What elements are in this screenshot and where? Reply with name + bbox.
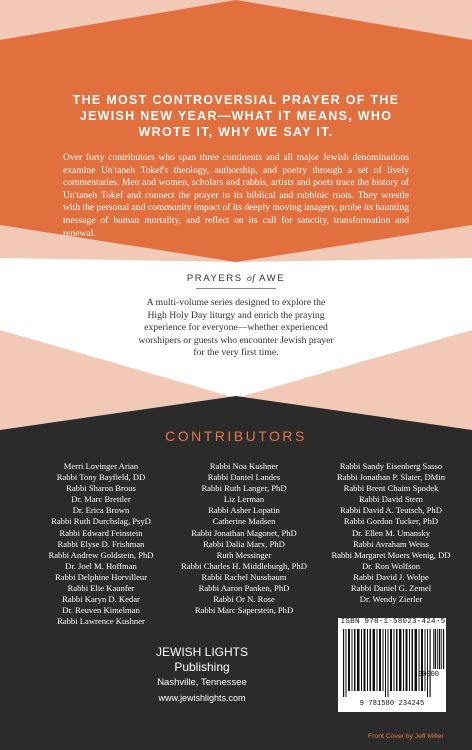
contributor: Dr. Marc Brettler xyxy=(71,494,131,505)
contributor: Rabbi Or N. Rose xyxy=(213,594,275,605)
contributor: Rabbi Asher Lopatin xyxy=(208,505,280,516)
headline: THE MOST CONTROVERSIAL PRAYER OF THE JEWISH NEW YEAR—WHAT IT MEANS, WHO WROTE IT, WHY WE SAY IT. xyxy=(72,93,400,139)
contributor: Rabbi Daniel Landes xyxy=(207,472,281,483)
contributor: Dr. Erica Brown xyxy=(72,505,130,516)
publisher-name xyxy=(134,645,270,675)
contributor: Rabbi Jonathan P. Slater, DMin xyxy=(336,472,446,483)
contributors-column-3 xyxy=(316,461,466,605)
contributor: Rabbi Ruth Durchslag, PsyD xyxy=(51,516,151,527)
divider xyxy=(196,288,276,289)
cover-credit: Front Cover by Jeff Miller xyxy=(368,733,444,740)
contributor: Ruth Messinger xyxy=(216,549,272,560)
contributor: Rabbi Lawrence Kushner xyxy=(57,616,145,627)
intro-paragraph: Over forty contributors who span three continents and all major Jewish denominations examine Un'taneh Tokef's theology, authorship, and poetry through a set of lively commentaries. Men and women, scholars and rabbis, artists and poets trace the history of Un'taneh Tokef and connect the prayer to its biblical and rabbinic roots. They wrestle with the personal and community impact of its deeply moving imagery, probe its haunting message of human mortality, and reflect on its call for sanctity, transformation and renewal. xyxy=(63,152,409,239)
contributors-column-1 xyxy=(26,461,176,627)
series-title-prefix: PRAYERS xyxy=(186,273,243,284)
isbn-text: ISBN 978-1-58023-424-5 xyxy=(340,618,446,626)
barcode-icon xyxy=(341,629,445,699)
series-title-suffix: AWE xyxy=(259,273,286,284)
contributor: Rabbi Delphine Horvilleur xyxy=(54,571,148,582)
contributors-column-2 xyxy=(168,461,320,616)
contributor: Merri Lovinger Arian xyxy=(63,461,139,471)
publisher-block xyxy=(134,645,270,706)
contributor: Rabbi Dalia Marx, PhD xyxy=(203,538,285,549)
contributor: Rabbi David J. Wolpe xyxy=(353,571,429,582)
barcode-number: 9 781580 234245 xyxy=(359,700,425,708)
publisher-name-rest: Publishing xyxy=(174,660,230,674)
contributor: Dr. Reuven Kimelman xyxy=(62,605,140,616)
contributor: Rabbi Sandy Eisenberg Sasso xyxy=(339,461,443,471)
contributor: Rabbi Jonathan Magonet, PhD xyxy=(191,527,297,538)
contributor: Rabbi David A. Teutsch, PhD xyxy=(340,505,442,516)
series-title-of: of xyxy=(246,274,256,284)
contributor: Rabbi Noa Kushner xyxy=(209,461,279,471)
contributor: Rabbi Ruth Langer, PhD xyxy=(201,483,287,494)
contributor: Rabbi Margaret Moers Wenig, DD xyxy=(331,549,451,560)
contributor: Rabbi Elyse D. Frishman xyxy=(57,538,145,549)
contributor: Rabbi Aaron Panken, PhD xyxy=(198,583,290,594)
publisher-city: Nashville, Tennessee xyxy=(157,677,247,688)
publisher-name-main: JEWISH LIGHTS xyxy=(155,645,248,659)
contributor: Catherine Madsen xyxy=(212,516,276,527)
price-code: 90000 xyxy=(418,671,440,679)
contributor: Rabbi Tony Bayfield, DD xyxy=(56,472,146,483)
contributor: Rabbi David Stern xyxy=(359,494,423,505)
contributor: Liz Lerman xyxy=(223,494,265,505)
contributor: Rabbi Edward Feinstein xyxy=(59,527,143,538)
contributor: Rabbi Elie Kaunfer xyxy=(67,583,135,594)
series-description: A multi-volume series designed to explore the High Holy Day liturgy and enrich the praying experience for everyone—whether experienced worshipers or guests who encounter Jewish prayer for the very first time. xyxy=(138,297,334,358)
contributor: Rabbi Karyn D. Kedar xyxy=(62,594,140,605)
contributor: Rabbi Charles H. Middleburgh, PhD xyxy=(181,560,307,571)
contributor: Dr. Wendy Zierler xyxy=(359,594,423,605)
contributor: Rabbi Rachel Nussbaum xyxy=(201,571,287,582)
contributor: Dr. Joel M. Hoffman xyxy=(65,560,137,571)
contributor: Dr. Ellen M. Umansky xyxy=(351,527,431,538)
publisher-website: www.jewishlights.com xyxy=(158,693,246,703)
contributor: Rabbi Gordon Tucker, PhD xyxy=(343,516,439,527)
contributor: Rabbi Brent Chaim Spodek xyxy=(343,483,439,494)
contributor: Rabbi Marc Saperstein, PhD xyxy=(194,605,294,616)
contributor: Rabbi Andrew Goldstein, PhD xyxy=(48,549,154,560)
contributor: Dr. Ron Wolfson xyxy=(361,560,421,571)
contributor: Rabbi Sharon Brous xyxy=(66,483,136,494)
contributor: Rabbi Daniel G. Zemel xyxy=(350,583,432,594)
series-title xyxy=(120,273,352,284)
contributor: Rabbi Avraham Weiss xyxy=(353,538,429,549)
contributors-heading: CONTRIBUTORS xyxy=(165,428,307,444)
